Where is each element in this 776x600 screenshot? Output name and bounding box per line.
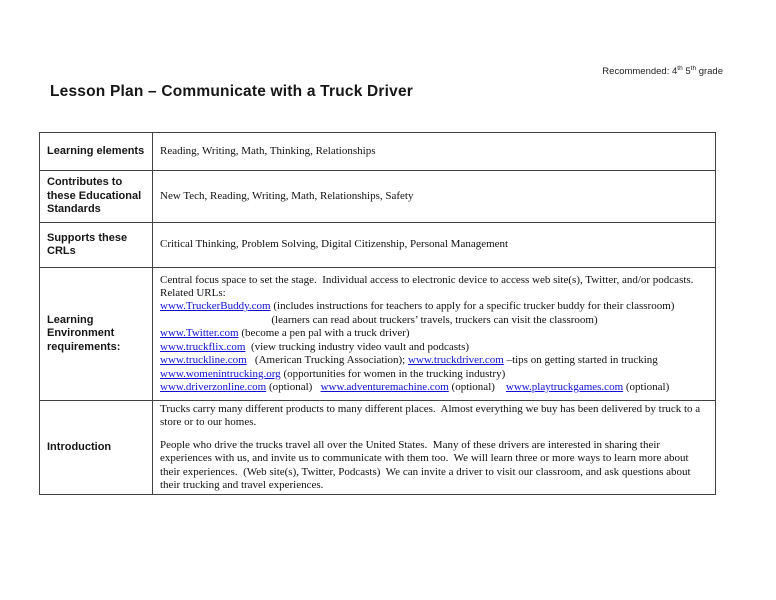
introduction-content [153, 401, 716, 495]
table-row [40, 133, 716, 171]
row-label-educational-standards: Contributes to these Educational Standards [40, 171, 153, 223]
row-label-crls: Supports these CRLs [40, 223, 153, 268]
url-link[interactable]: www.playtruckgames.com [505, 380, 624, 393]
env-line [160, 300, 709, 313]
url-link[interactable]: www.Twitter.com [160, 327, 239, 340]
page-title: Lesson Plan – Communicate with a Truck Driver [50, 83, 414, 100]
env-line [160, 314, 709, 327]
lesson-plan-table [39, 132, 716, 495]
env-line [160, 368, 709, 381]
url-link[interactable]: www.truckline.com [160, 354, 247, 367]
text-segment: (learners can read about truckers’ travels, truckers can visit the classroom) [271, 313, 598, 326]
text-segment: (opportunities for women in the trucking industry) [280, 367, 506, 380]
row-label-introduction: Introduction [40, 401, 153, 495]
text-segment: (optional) [623, 380, 670, 393]
url-link[interactable]: www.truckflix.com [160, 340, 246, 353]
text-segment: (American Trucking Association); [246, 354, 408, 367]
url-link[interactable]: www.TruckerBuddy.com [160, 300, 271, 313]
env-line [160, 354, 709, 367]
text-segment: (includes instructions for teachers to apply for a specific trucker buddy for their classroom) [270, 300, 675, 313]
introduction-paragraph: Trucks carry many different products to many different places. Almost everything we buy has been delivered by truck to a store or to our homes. [160, 403, 703, 429]
env-line [160, 381, 709, 394]
learning-elements-content: Reading, Writing, Math, Thinking, Relationships [153, 133, 716, 171]
recommended-grade-note: Recommended: 4th 5th grade [602, 64, 723, 77]
educational-standards-content: New Tech, Reading, Writing, Math, Relationships, Safety [153, 171, 716, 223]
learning-env-content [153, 268, 716, 401]
row-label-learning-elements: Learning elements [40, 133, 153, 171]
table-row [40, 171, 716, 223]
table-row [40, 223, 716, 268]
env-line [160, 341, 709, 354]
url-link[interactable]: www.truckdriver.com [407, 354, 504, 367]
url-link[interactable]: www.driverzonline.com [160, 380, 267, 393]
introduction-paragraph: People who drive the trucks travel all over the United States. Many of these drivers are interested in sharing their experiences with us, and invite us to communicate with them too. We will learn three or more ways to learn more about their experiences. (Web site(s), Twitter, Podcasts) We can invite a driver to visit our classroom, and ask questions about their trucking and travel experiences. [160, 438, 694, 492]
table-row [40, 401, 716, 495]
url-link[interactable]: www.womenintrucking.org [160, 367, 281, 380]
text-segment: (optional) [266, 380, 321, 393]
env-line [160, 327, 709, 340]
text-segment: (optional) [448, 380, 506, 393]
url-link[interactable]: www.adventuremachine.com [320, 380, 449, 393]
text-segment: (view trucking industry video vault and podcasts) [245, 340, 470, 353]
text-segment: –tips on getting started in trucking [503, 354, 658, 367]
env-line [160, 274, 709, 301]
crls-content: Critical Thinking, Problem Solving, Digital Citizenship, Personal Management [153, 223, 716, 268]
text-segment: (become a pen pal with a truck driver) [238, 327, 410, 340]
row-label-learning-environment: Learning Environment requirements: [40, 268, 153, 401]
table-row [40, 268, 716, 401]
text-segment: Central focus space to set the stage. Individual access to electronic device to access web site(s), Twitter, and/or podcasts. Related URLs: [160, 273, 699, 300]
